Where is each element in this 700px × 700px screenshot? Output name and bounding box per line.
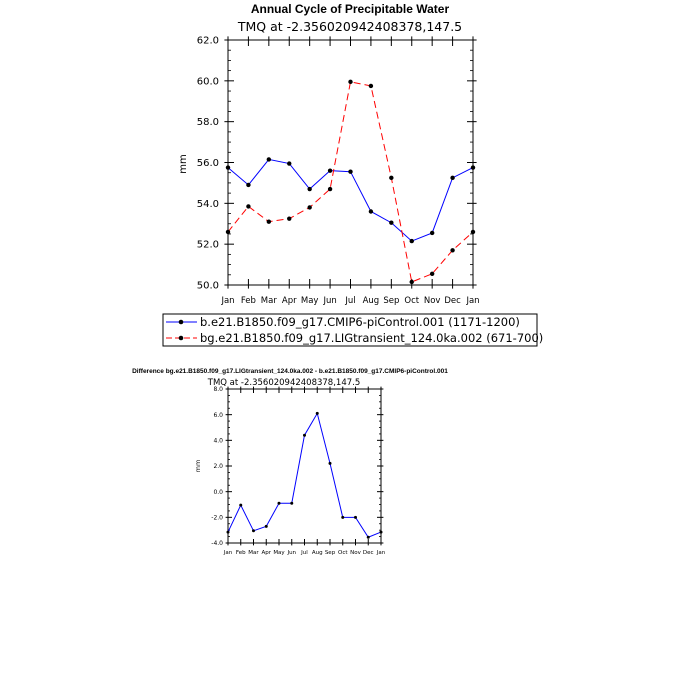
chart-precipitable-water [163, 2, 543, 346]
x-tick-label: Jun [287, 550, 297, 556]
data-point [389, 221, 393, 225]
x-tick-label: Jan [221, 296, 235, 306]
data-point [348, 80, 352, 84]
y-tick-label: 60.0 [196, 76, 219, 88]
series-line-1 [228, 413, 381, 537]
data-point [348, 169, 352, 173]
x-tick-label: Jan [223, 550, 233, 556]
x-tick-label: Feb [240, 296, 256, 306]
x-tick-label: Oct [404, 296, 420, 306]
data-point [267, 157, 271, 161]
plot-frame [228, 40, 473, 285]
x-tick-label: Mar [260, 296, 277, 306]
x-tick-label: Apr [281, 296, 297, 306]
y-tick-label: 6.0 [213, 411, 223, 419]
data-point [278, 502, 281, 505]
x-tick-label: May [300, 296, 319, 306]
y-tick-label: 56.0 [196, 158, 219, 169]
data-point [303, 434, 306, 437]
data-point [328, 168, 332, 172]
data-point [450, 248, 454, 252]
x-tick-label: Dec [444, 296, 461, 306]
y-tick-label: 52.0 [196, 239, 219, 251]
chart-difference [132, 368, 448, 556]
legend-label-ligtransient: bg.e21.B1850.f09_g17.LIGtransient_124.0ka.002 (671-700) [200, 331, 544, 345]
series-line-2 [228, 82, 473, 282]
data-point [329, 462, 332, 465]
x-tick-label: Jan [376, 550, 386, 556]
legend-label-control: b.e21.B1850.f09_g17.CMIP6-piControl.001 (1171-1200) [200, 315, 520, 329]
data-point [246, 204, 250, 208]
data-point [226, 165, 230, 169]
chart-title: Difference bg.e21.B1850.f09_g17.LIGtransient_124.0ka.002 - b.e21.B1850.f09_g17.CMIP6-piControl.001 [132, 368, 448, 375]
data-point [369, 84, 373, 88]
x-tick-label: Feb [235, 550, 246, 556]
x-tick-label: Sep [383, 296, 400, 306]
x-tick-label: Jul [301, 550, 308, 556]
x-tick-label: Nov [423, 296, 441, 306]
data-point [287, 216, 291, 220]
legend [163, 314, 543, 346]
data-point [226, 230, 230, 234]
data-point [227, 531, 230, 534]
legend-marker-ligtransient [179, 336, 184, 341]
x-tick-label: Mar [248, 550, 259, 556]
data-point [287, 161, 291, 165]
x-tick-label: Jun [323, 296, 337, 306]
data-point [367, 536, 370, 539]
data-point [430, 272, 434, 276]
y-tick-label: 50.0 [196, 280, 219, 292]
x-tick-label: Jan [466, 296, 480, 306]
x-tick-label: Aug [362, 296, 380, 306]
data-point [471, 165, 475, 169]
y-tick-label: 58.0 [196, 117, 219, 129]
data-point [380, 531, 383, 534]
x-tick-label: Nov [350, 550, 361, 556]
data-point [290, 502, 293, 505]
data-point [246, 183, 250, 187]
x-tick-label: Sep [324, 550, 336, 556]
data-point [316, 412, 319, 415]
data-point [410, 239, 414, 243]
y-tick-label: 0.0 [213, 488, 223, 496]
data-point [307, 187, 311, 191]
x-tick-label: May [273, 550, 285, 556]
y-tick-label: 62.0 [196, 35, 219, 47]
chart-title: Annual Cycle of Precipitable Water [250, 2, 450, 16]
data-point [265, 525, 268, 528]
legend-marker-control [179, 320, 184, 325]
y-axis-label: mm [178, 154, 189, 174]
data-point [328, 187, 332, 191]
x-tick-label: Dec [362, 550, 374, 556]
chart-subtitle: TMQ at -2.356020942408378,147.5 [207, 378, 361, 388]
data-point [252, 529, 255, 532]
x-tick-label: Aug [311, 550, 323, 556]
y-tick-label: -4.0 [211, 540, 223, 548]
data-point [410, 280, 414, 284]
x-tick-label: Apr [261, 550, 272, 556]
y-tick-label: -2.0 [211, 514, 223, 522]
chart-subtitle: TMQ at -2.356020942408378,147.5 [237, 19, 463, 34]
data-point [471, 230, 475, 234]
y-tick-label: 54.0 [196, 198, 219, 210]
data-point [450, 176, 454, 180]
data-point [430, 231, 434, 235]
data-point [341, 516, 344, 519]
data-point [369, 209, 373, 213]
data-point [389, 176, 393, 180]
x-tick-label: Jul [345, 296, 356, 306]
x-tick-label: Oct [337, 550, 348, 556]
y-tick-label: 4.0 [213, 437, 223, 445]
data-point [354, 516, 357, 519]
y-tick-label: 2.0 [213, 463, 223, 471]
data-point [307, 205, 311, 209]
plot-frame [228, 389, 381, 543]
y-axis-label: mm [194, 459, 202, 473]
data-point [267, 220, 271, 224]
data-point [239, 504, 242, 507]
y-tick-label: 8.0 [213, 386, 223, 394]
